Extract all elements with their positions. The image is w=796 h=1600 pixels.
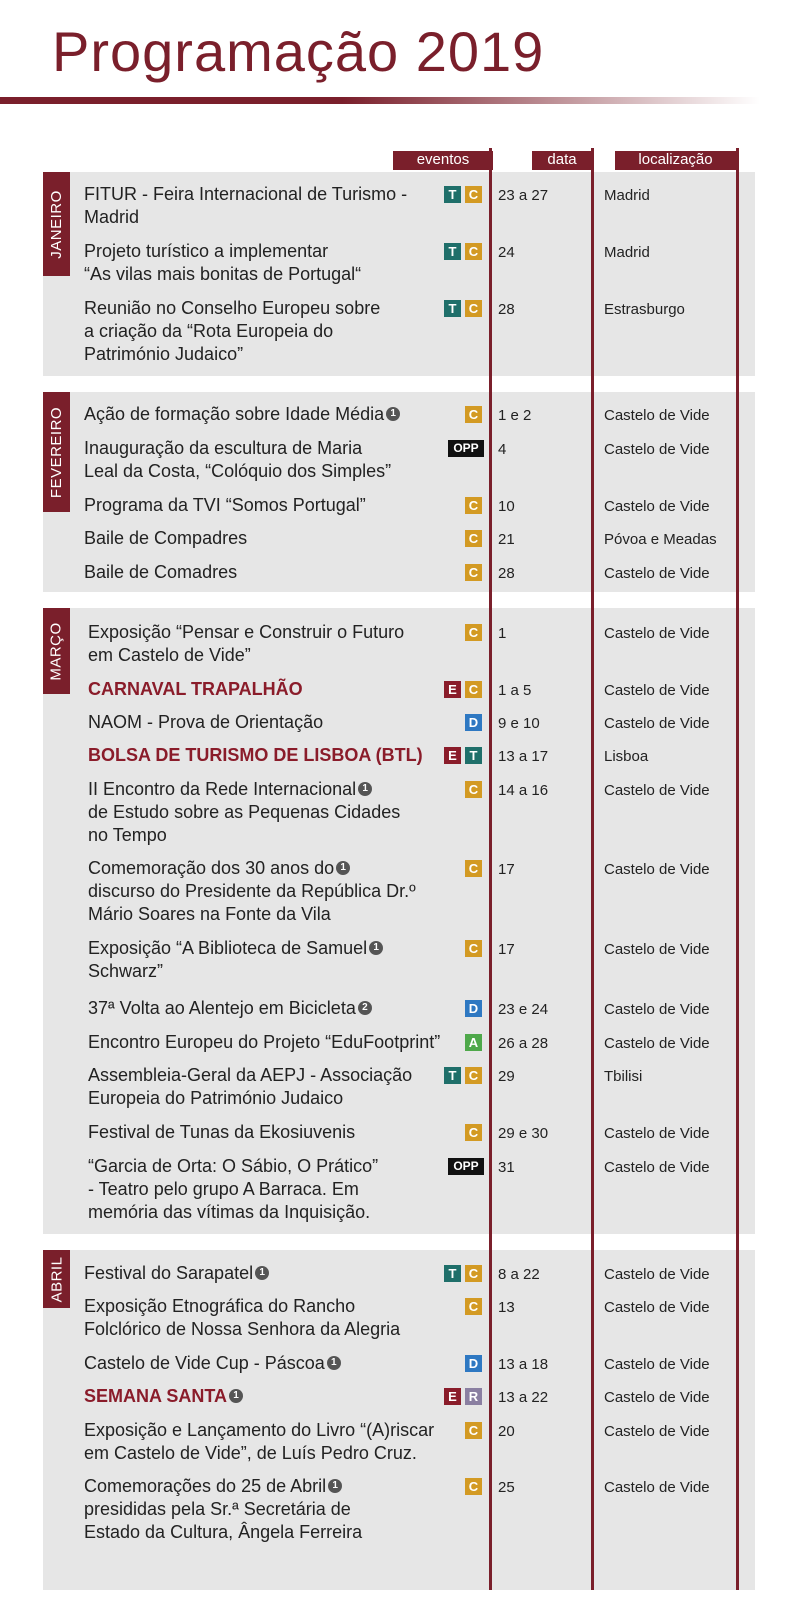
event-location: Castelo de Vide [604,498,710,515]
title-underline [0,97,760,104]
month-label: ABRIL [48,1256,66,1302]
event-date: 1 [498,625,507,642]
event-date: 14 a 16 [498,782,549,799]
column-header-data-rule [532,168,592,170]
note-number-icon: 1 [369,941,383,955]
event-location: Castelo de Vide [604,441,710,458]
event-date: 23 e 24 [498,1001,549,1018]
category-badge-e: E [444,681,461,698]
event-title-line: Estado da Cultura, Ângela Ferreira [84,1522,363,1542]
event-date: 29 [498,1068,515,1085]
category-badge-opp: OPP [448,440,484,457]
category-badge-e: E [444,747,461,764]
event-title-line: Leal da Costa, “Colóquio dos Simples” [84,461,392,481]
event-title-line: - Teatro pelo grupo A Barraca. Em [88,1179,359,1199]
event-location: Madrid [604,244,650,261]
event-title-line: Exposição e Lançamento do Livro “(A)riscar [84,1420,435,1440]
event-title-line: Encontro Europeu do Projeto “EduFootprint” [88,1032,441,1052]
event-location: Castelo de Vide [604,1299,710,1316]
event-title-line: 37ª Volta ao Alentejo em Bicicleta 2 [88,997,372,1020]
event-title-line: presididas pela Sr.ª Secretária de [84,1499,351,1519]
event-title-line: Schwarz” [88,961,164,981]
category-badge-c: C [465,781,482,798]
event-title-line: Exposição Etnográfica do Rancho [84,1296,356,1316]
event-location: Castelo de Vide [604,1423,710,1440]
note-number-icon: 1 [328,1479,342,1493]
column-header-eventos: eventos [393,151,493,168]
event-location: Castelo de Vide [604,625,710,642]
event-title-line: Ação de formação sobre Idade Média 1 [84,403,400,426]
event-title-line: Programa da TVI “Somos Portugal” [84,495,366,515]
event-location: Castelo de Vide [604,565,710,582]
event-location: Castelo de Vide [604,407,710,424]
event-location: Póvoa e Meadas [604,531,717,548]
page-title: Programação 2019 [52,20,545,83]
month-tab [43,1250,70,1308]
event-location: Castelo de Vide [604,782,710,799]
event-date: 8 a 22 [498,1266,540,1283]
column-header-localizacao: localização [615,151,736,168]
category-badge-c: C [465,186,482,203]
event-title-line: Comemoração dos 30 anos do 1 [88,857,350,880]
column-divider-localizacao [736,148,739,1590]
month-label: MARÇO [48,621,65,681]
event-title-line: Festival de Tunas da Ekosiuvenis [88,1122,356,1142]
event-location: Castelo de Vide [604,682,710,699]
category-badge-c: C [465,860,482,877]
column-header-eventos-rule [393,168,493,170]
event-title-line: em Castelo de Vide” [88,645,251,665]
event-title-line: “Garcia de Orta: O Sábio, O Prático” [88,1156,379,1176]
event-title-line: Festival do Sarapatel 1 [84,1262,269,1285]
category-badge-t: T [465,747,482,764]
category-badge-c: C [465,1124,482,1141]
event-date: 17 [498,941,515,958]
event-date: 26 a 28 [498,1035,549,1052]
category-badge-t: T [444,1067,461,1084]
note-number-icon: 1 [358,782,372,796]
event-title-line: Mário Soares na Fonte da Vila [88,904,331,924]
event-location: Castelo de Vide [604,861,710,878]
category-badge-t: T [444,1265,461,1282]
event-date: 9 e 10 [498,715,540,732]
event-date: 28 [498,301,515,318]
event-title-line: Reunião no Conselho Europeu sobre [84,298,381,318]
event-title-line: Baile de Comadres [84,562,238,582]
note-number-icon: 1 [327,1356,341,1370]
event-title-line: a criação da “Rota Europeia do [84,321,334,341]
category-badge-r: R [465,1388,482,1405]
category-badge-t: T [444,186,461,203]
note-number-icon: 1 [255,1266,269,1280]
month-tab [43,608,70,694]
event-title-line: Europeia do Património Judaico [88,1088,344,1108]
event-location: Castelo de Vide [604,1356,710,1373]
event-date: 13 a 22 [498,1389,549,1406]
category-badge-c: C [465,681,482,698]
event-title-line: Castelo de Vide Cup - Páscoa 1 [84,1352,341,1375]
column-header-data: data [532,151,592,168]
event-location: Castelo de Vide [604,1266,710,1283]
category-badge-e: E [444,1388,461,1405]
event-location: Castelo de Vide [604,1035,710,1052]
event-title-line: CARNAVAL TRAPALHÃO [88,679,303,699]
event-title-line: SEMANA SANTA 1 [84,1385,243,1408]
category-badge-opp: OPP [448,1158,484,1175]
event-location: Castelo de Vide [604,715,710,732]
event-title-line: Baile de Compadres [84,528,248,548]
category-badge-d: D [465,1355,482,1372]
category-badge-c: C [465,624,482,641]
event-date: 13 [498,1299,515,1316]
event-title-line: NAOM - Prova de Orientação [88,712,324,732]
category-badge-a: A [465,1034,482,1051]
category-badge-c: C [465,1422,482,1439]
event-title-line: Madrid [84,207,140,227]
category-badge-c: C [465,530,482,547]
category-badge-d: D [465,714,482,731]
event-date: 23 a 27 [498,187,549,204]
event-date: 4 [498,441,507,458]
category-badge-c: C [465,497,482,514]
event-location: Castelo de Vide [604,1001,710,1018]
event-title-line: memória das vítimas da Inquisição. [88,1202,371,1222]
event-title-line: BOLSA DE TURISMO DE LISBOA (BTL) [88,745,423,765]
event-location: Estrasburgo [604,301,685,318]
month-label: JANEIRO [48,189,66,259]
category-badge-c: C [465,940,482,957]
event-title-line: Exposição “A Biblioteca de Samuel 1 [88,937,383,960]
event-title-line: II Encontro da Rede Internacional 1 [88,778,372,801]
event-title-line: FITUR - Feira Internacional de Turismo - [84,184,408,204]
category-badge-t: T [444,300,461,317]
event-title-line: Projeto turístico a implementar [84,241,329,261]
month-label: FEVEREIRO [48,406,65,498]
category-badge-t: T [444,243,461,260]
event-title-line: Património Judaico” [84,344,244,364]
event-date: 20 [498,1423,515,1440]
event-location: Castelo de Vide [604,1125,710,1142]
category-badge-c: C [465,406,482,423]
event-date: 13 a 17 [498,748,549,765]
event-location: Castelo de Vide [604,1159,710,1176]
event-location: Madrid [604,187,650,204]
category-badge-c: C [465,1478,482,1495]
event-date: 13 a 18 [498,1356,549,1373]
note-number-icon: 1 [229,1389,243,1403]
event-title-line: em Castelo de Vide”, de Luís Pedro Cruz. [84,1443,417,1463]
event-title-line: de Estudo sobre as Pequenas Cidades [88,802,401,822]
note-number-icon: 1 [386,407,400,421]
event-title-line: Inauguração da escultura de Maria [84,438,363,458]
event-date: 29 e 30 [498,1125,549,1142]
event-title-line: Folclórico de Nossa Senhora da Alegria [84,1319,401,1339]
event-location: Castelo de Vide [604,941,710,958]
note-number-icon: 2 [358,1001,372,1015]
category-badge-c: C [465,243,482,260]
category-badge-c: C [465,300,482,317]
category-badge-c: C [465,1298,482,1315]
event-title-line: Exposição “Pensar e Construir o Futuro [88,622,405,642]
column-divider-data [591,148,594,1590]
event-location: Castelo de Vide [604,1479,710,1496]
event-date: 1 a 5 [498,682,532,699]
event-title-line: Comemorações do 25 de Abril 1 [84,1475,342,1498]
event-date: 1 e 2 [498,407,532,424]
event-date: 31 [498,1159,515,1176]
event-date: 28 [498,565,515,582]
event-location: Tbilisi [604,1068,643,1085]
column-divider-eventos [489,148,492,1590]
month-tab [43,172,70,276]
category-badge-d: D [465,1000,482,1017]
column-header-localizacao-rule [615,168,736,170]
event-date: 10 [498,498,515,515]
event-location: Castelo de Vide [604,1389,710,1406]
month-tab [43,392,70,512]
event-date: 24 [498,244,515,261]
category-badge-c: C [465,1067,482,1084]
event-date: 21 [498,531,515,548]
event-location: Lisboa [604,748,649,765]
event-date: 17 [498,861,515,878]
event-title-line: Assembleia-Geral da AEPJ - Associação [88,1065,413,1085]
event-title-line: “As vilas mais bonitas de Portugal“ [84,264,362,284]
event-title-line: no Tempo [88,825,167,845]
event-title-line: discurso do Presidente da República Dr.º [88,881,416,901]
note-number-icon: 1 [336,861,350,875]
event-date: 25 [498,1479,515,1496]
category-badge-c: C [465,564,482,581]
category-badge-c: C [465,1265,482,1282]
